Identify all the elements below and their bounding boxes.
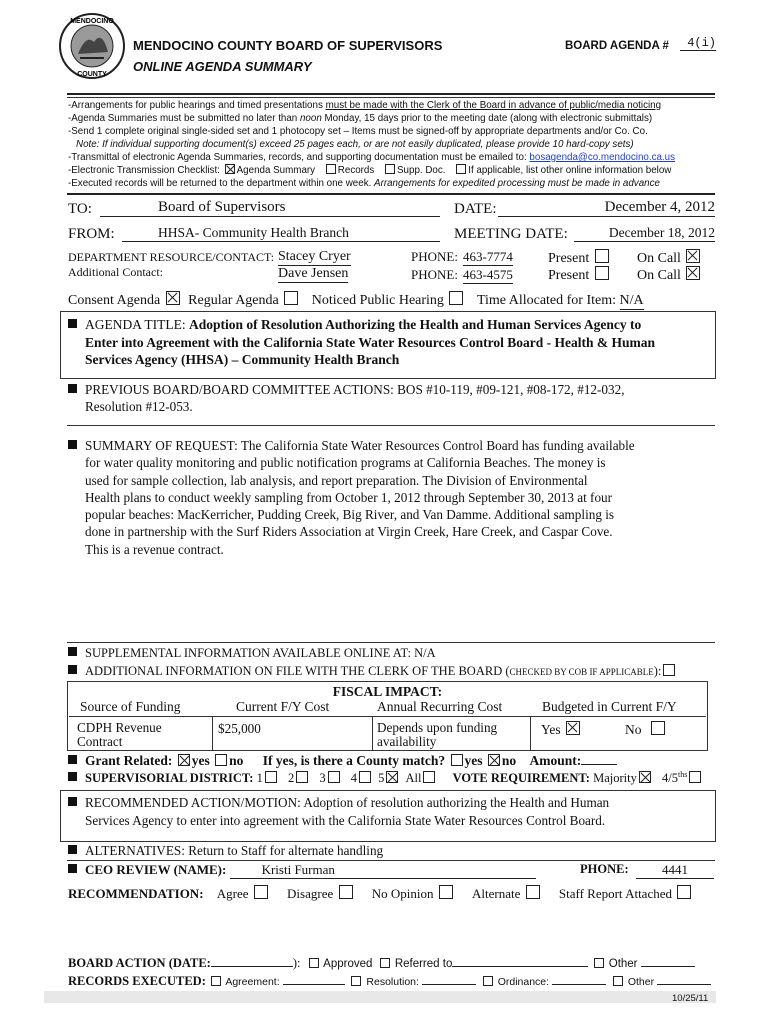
cob-checked-checkbox[interactable]: [663, 664, 675, 676]
logo-text-bottom: COUNTY: [77, 71, 107, 78]
phone-1-label: PHONE:: [411, 249, 458, 264]
page-subtitle: ONLINE AGENDA SUMMARY: [133, 59, 312, 74]
other-checkbox[interactable]: [594, 958, 604, 968]
present-1-checkbox[interactable]: [595, 249, 609, 263]
fiscal-source-value[interactable]: CDPH Revenue Contract: [77, 720, 162, 749]
grant-no-checkbox[interactable]: [215, 754, 227, 766]
phone-2-field[interactable]: 463-4575: [463, 267, 513, 282]
records-executed-row: RECORDS EXECUTED: Agreement: Resolution: Ordinance: Other: [68, 974, 711, 989]
agree-checkbox[interactable]: [254, 885, 268, 899]
agenda-type-row: Consent Agenda Regular Agenda Noticed Public Hearing Time Allocated for Item: N/A: [68, 293, 644, 308]
ceo-phone-field[interactable]: 4441: [636, 862, 714, 879]
on-call-2[interactable]: On Call: [637, 266, 702, 284]
fiscal-header-cost: Current F/Y Cost: [236, 699, 330, 714]
date-label: DATE:: [454, 201, 497, 217]
alternate-checkbox[interactable]: [526, 885, 540, 899]
notice-line-4: Note: If individual supporting document(s) exceed 25 pages each, or are not easily duplicated, please provide 10 hard-copy sets): [76, 139, 634, 150]
other-record-field[interactable]: [657, 975, 711, 985]
budgeted-no-checkbox[interactable]: [651, 721, 665, 735]
budgeted-no[interactable]: No: [625, 721, 667, 738]
consent-agenda-checkbox[interactable]: [166, 291, 180, 305]
ordinance-checkbox[interactable]: [483, 976, 493, 986]
meeting-date-field[interactable]: December 18, 2012: [574, 225, 715, 242]
additional-info: ADDITIONAL INFORMATION ON FILE WITH THE CLERK OF THE BOARD (CHECKED BY COB IF APPLICABLE):: [68, 664, 677, 679]
vote-majority-checkbox[interactable]: [639, 771, 651, 783]
alternatives-value[interactable]: Return to Staff for alternate handling: [188, 843, 384, 858]
recommended-action: RECOMMENDED ACTION/MOTION: Adoption of resolution authorizing the Health and Human Services Agency to enter into agreement with the California State Water Resources Control Board.: [68, 794, 609, 830]
fiscal-header-budgeted: Budgeted in Current F/Y: [542, 699, 677, 714]
district-5-checkbox[interactable]: [386, 771, 398, 783]
budgeted-yes-checkbox[interactable]: [566, 721, 580, 735]
fiscal-cost-value[interactable]: $25,000: [218, 721, 261, 736]
summary-label: SUMMARY OF REQUEST:: [85, 438, 238, 453]
summary-of-request: SUMMARY OF REQUEST: The California State Water Resources Control Board has funding available for water quality monitoring and public notification programs at California Beaches. The money is used for sample collection, lab analysis, and report preparation. The Division of Environmental Health plans to conduct weekly sampling from October 1, 2012 through September 30, 2013 at four popular beaches: MacKerricher, Pudding Creek, Big River, and Van Damme. Additional sampling is done in partnership with the Surf Riders Association at Virgin Creek, Hare Creek, and Caspar Cove. This is a revenue contract.: [68, 437, 635, 558]
board-action-date-field[interactable]: [211, 955, 293, 967]
footer-bar: [44, 991, 716, 1003]
ceo-review-row: CEO REVIEW (NAME): Kristi Furman: [68, 862, 536, 879]
email-link[interactable]: bosagenda@co.mendocino.ca.us: [529, 152, 675, 163]
other-record-checkbox[interactable]: [613, 976, 623, 986]
from-label: FROM:: [68, 226, 115, 242]
staff-report-checkbox[interactable]: [677, 885, 691, 899]
board-agenda-number: 4(i): [680, 36, 716, 51]
ceo-phone-label: PHONE:: [580, 862, 629, 876]
agenda-title: AGENDA TITLE: Adoption of Resolution Authorizing the Health and Human Services Agency to Enter into Agreement with the California State Water Resources Control Board - Health & Human Services Agency (HHSA) – Community Health Branch: [68, 316, 655, 369]
district-2-checkbox[interactable]: [296, 771, 308, 783]
present-1[interactable]: Present: [548, 249, 611, 267]
online-info-checkbox[interactable]: [456, 164, 466, 174]
phone-2-label: PHONE:: [411, 267, 458, 282]
vote-four-fifths-checkbox[interactable]: [689, 771, 701, 783]
resolution-checkbox[interactable]: [351, 976, 361, 986]
date-field[interactable]: December 4, 2012: [498, 199, 715, 217]
noticed-hearing-checkbox[interactable]: [449, 291, 463, 305]
dept-contact-label: DEPARTMENT RESOURCE/CONTACT:: [68, 250, 275, 264]
records-checkbox[interactable]: [326, 164, 336, 174]
agreement-checkbox[interactable]: [211, 976, 221, 986]
county-seal-logo: [58, 12, 126, 80]
fiscal-header-source: Source of Funding: [80, 699, 181, 714]
agenda-summary-checkbox[interactable]: [225, 164, 235, 174]
phone-1-field[interactable]: 463-7774: [463, 249, 513, 264]
district-1-checkbox[interactable]: [265, 771, 277, 783]
previous-actions-label: PREVIOUS BOARD/BOARD COMMITTEE ACTIONS:: [85, 382, 394, 397]
time-allocated-field[interactable]: N/A: [619, 293, 644, 308]
additional-contact-label: Additional Contact:: [68, 265, 163, 279]
district-all-checkbox[interactable]: [423, 771, 435, 783]
notice-line-5: -Transmittal of electronic Agenda Summaries, records, and supporting documentation must be emailed to: bosagenda@co.mendocino.ca.us: [68, 152, 675, 163]
on-call-2-checkbox[interactable]: [686, 266, 700, 280]
logo-text-top: MENDOCINO: [70, 18, 114, 25]
approved-checkbox[interactable]: [309, 958, 319, 968]
alternatives-row: ALTERNATIVES: Return to Staff for alternate handling: [68, 843, 383, 859]
district-4-checkbox[interactable]: [359, 771, 371, 783]
agreement-field[interactable]: [283, 975, 345, 985]
notice-line-7: -Executed records will be returned to the department within one week. Arrangements for expedited processing must be made in advance: [68, 178, 660, 189]
to-label: TO:: [68, 201, 92, 217]
meeting-date-label: MEETING DATE:: [454, 226, 568, 242]
recommendation-row: RECOMMENDATION: Agree Disagree No Opinion Alternate Staff Report Attached: [68, 885, 693, 902]
regular-agenda-checkbox[interactable]: [284, 291, 298, 305]
previous-actions: PREVIOUS BOARD/BOARD COMMITTEE ACTIONS: BOS #10-119, #09-121, #08-172, #12-032, Resolution #12-053.: [68, 381, 625, 416]
budgeted-yes[interactable]: Yes: [541, 721, 582, 738]
match-no-checkbox[interactable]: [488, 754, 500, 766]
agenda-title-label: AGENDA TITLE:: [85, 317, 186, 332]
ceo-name-field[interactable]: Kristi Furman: [230, 862, 536, 879]
match-amount-field[interactable]: [581, 752, 617, 765]
fiscal-recurring-value[interactable]: Depends upon funding availability: [377, 720, 498, 749]
supplemental-value[interactable]: N/A: [414, 646, 436, 660]
match-yes-checkbox[interactable]: [451, 754, 463, 766]
notice-line-2: -Agenda Summaries must be submitted no later than noon Monday, 15 days prior to the meeting date (along with electronic submittals): [68, 113, 653, 124]
referred-checkbox[interactable]: [380, 958, 390, 968]
contact-1-field[interactable]: Stacey Cryer: [278, 249, 351, 264]
board-agenda-label: BOARD AGENDA #: [565, 40, 669, 52]
from-field[interactable]: HHSA- Community Health Branch: [122, 225, 440, 242]
contact-2-field[interactable]: Dave Jensen: [278, 266, 349, 281]
disagree-checkbox[interactable]: [339, 885, 353, 899]
supp-doc-checkbox[interactable]: [385, 164, 395, 174]
on-call-1-checkbox[interactable]: [686, 249, 700, 263]
grant-row: Grant Related: yes no If yes, is there a County match? yes no Amount:: [68, 752, 617, 769]
fiscal-header-recurring: Annual Recurring Cost: [377, 699, 503, 714]
resolution-field[interactable]: [422, 975, 476, 985]
notice-line-1: -Arrangements for public hearings and timed presentations must be made with the Clerk of the Board in advance of public/media noticing: [68, 100, 662, 111]
present-2-checkbox[interactable]: [595, 266, 609, 280]
fiscal-impact-title: FISCAL IMPACT:: [332, 684, 443, 699]
present-2[interactable]: Present: [548, 266, 611, 284]
ordinance-field[interactable]: [552, 975, 606, 985]
referred-to-field[interactable]: [452, 956, 588, 967]
grant-yes-checkbox[interactable]: [178, 754, 190, 766]
notice-line-6: -Electronic Transmission Checklist: Agenda Summary Records Supp. Doc. If applicable, list other online information below: [68, 165, 672, 176]
notice-line-3: -Send 1 complete original single-sided set and 1 photocopy set – Items must be signed-off by appropriate departments and/or Co. Co.: [68, 126, 648, 137]
to-field[interactable]: Board of Supervisors: [100, 199, 440, 217]
on-call-1[interactable]: On Call: [637, 249, 702, 267]
revision-date: 10/25/11: [672, 993, 709, 1004]
no-opinion-checkbox[interactable]: [439, 885, 453, 899]
district-3-checkbox[interactable]: [328, 771, 340, 783]
district-row: SUPERVISORIAL DISTRICT: 1 2 3 4 5 All VOTE REQUIREMENT: Majority $4/5^{ths}$: [68, 770, 703, 786]
page-title: MENDOCINO COUNTY BOARD OF SUPERVISORS: [133, 38, 443, 53]
board-action-row: BOARD ACTION (DATE: ): Approved Referred to Other: [68, 955, 695, 971]
other-field[interactable]: [641, 956, 695, 967]
supplemental-info: SUPPLEMENTAL INFORMATION AVAILABLE ONLINE AT: N/A: [68, 646, 436, 661]
